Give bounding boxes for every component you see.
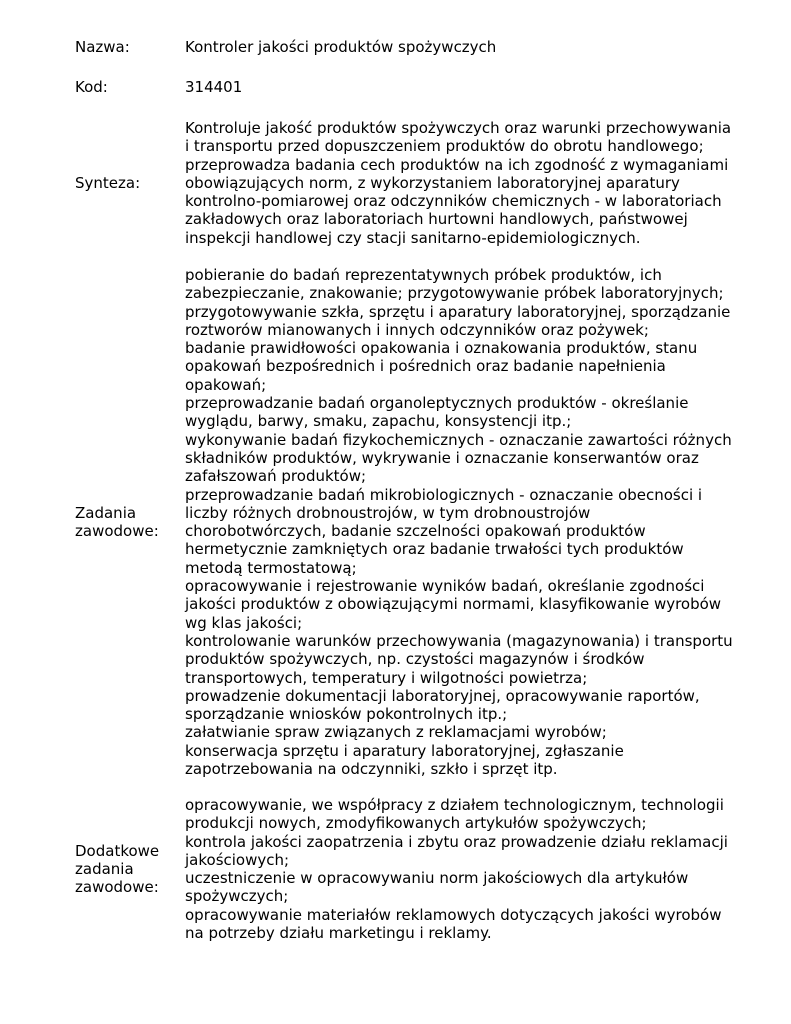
synteza-value: Kontroluje jakość produktów spożywczych oraz warunki przechowywania i transportu przed dopuszczeniem produktów do obrotu handlowego; przeprowadza badania cech produktów na ich zgodność z wymaganiami obowiązujących norm, z wykorzystaniem laboratoryjnej aparatury kontrolno-pomiarowej oraz odczynników chemicznych - w laboratoriach zakładowych oraz laboratoriach hurtowni handlowych, państwowej inspekcji handlowej czy stacji sanitarno-epidemiologicznych. bbox=[185, 119, 732, 247]
kod-value: 314401 bbox=[185, 78, 243, 96]
row-kod bbox=[75, 78, 765, 96]
synteza-label: Synteza: bbox=[75, 173, 141, 192]
kod-label: Kod: bbox=[75, 78, 108, 96]
zadania-value: pobieranie do badań reprezentatywnych próbek produktów, ich zabezpieczanie, znakowanie; przygotowywanie próbek laboratoryjnych; przygotowywanie szkła, sprzętu i aparatury laboratoryjnej, sporządzanie roztworów mianowanych i innych odczynników oraz pożywek; badanie prawidłowości opakowania i oznakowania produktów, stanu opakowań bezpośrednich i pośrednich oraz badanie napełnienia opakowań; przeprowadzanie badań organoleptycznych produktów - określanie wyglądu, barwy, smaku, zapachu, konsystencji itp.; wykonywanie badań fizykochemicznych - oznaczanie zawartości różnych składników produktów, wykrywanie i oznaczanie konserwantów oraz zafałszowań produktów; przeprowadzanie badań mikrobiologicznych - oznaczanie obecności i liczby różnych drobnoustrojów, w tym drobnoustrojów chorobotwórczych, badanie szczelności opakowań produktów hermetycznie zamkniętych oraz badanie trwałości tych produktów metodą termostatową; opracowywanie i rejestrowanie wyników badań, określanie zgodności jakości produktów z obowiązującymi normami, klasyfikowanie wyrobów wg klas jakości; kontrolowanie warunków przechowywania (magazynowania) i transportu produktów spożywczych, np. czystości magazynów i środków transportowych, temperatury i wilgotności powietrza; prowadzenie dokumentacji laboratoryjnej, opracowywanie raportów, sporządzanie wniosków pokontrolnych itp.; załatwianie spraw związanych z reklamacjami wyrobów; konserwacja sprzętu i aparatury laboratoryjnej, zgłaszanie zapotrzebowania na odczynniki, szkło i sprzęt itp. bbox=[185, 266, 733, 779]
dodatkowe-label: Dodatkowe zadania zawodowe: bbox=[75, 841, 160, 897]
zadania-label: Zadania zawodowe: bbox=[75, 503, 159, 541]
nazwa-label: Nazwa: bbox=[75, 38, 130, 56]
nazwa-value: Kontroler jakości produktów spożywczych bbox=[185, 38, 497, 56]
row-zadania-zawodowe bbox=[75, 266, 765, 778]
row-dodatkowe-zadania bbox=[75, 796, 765, 942]
row-nazwa bbox=[75, 38, 765, 56]
dodatkowe-value: opracowywanie, we współpracy z działem technologicznym, technologii produkcji nowych, zmodyfikowanych artykułów spożywczych; kontrola jakości zaopatrzenia i zbytu oraz prowadzenie działu reklamacji jakościowych; uczestniczenie w opracowywaniu norm jakościowych dla artykułów spożywczych; opracowywanie materiałów reklamowych dotyczących jakości wyrobów na potrzeby działu marketingu i reklamy. bbox=[185, 796, 728, 943]
row-synteza bbox=[75, 119, 765, 247]
